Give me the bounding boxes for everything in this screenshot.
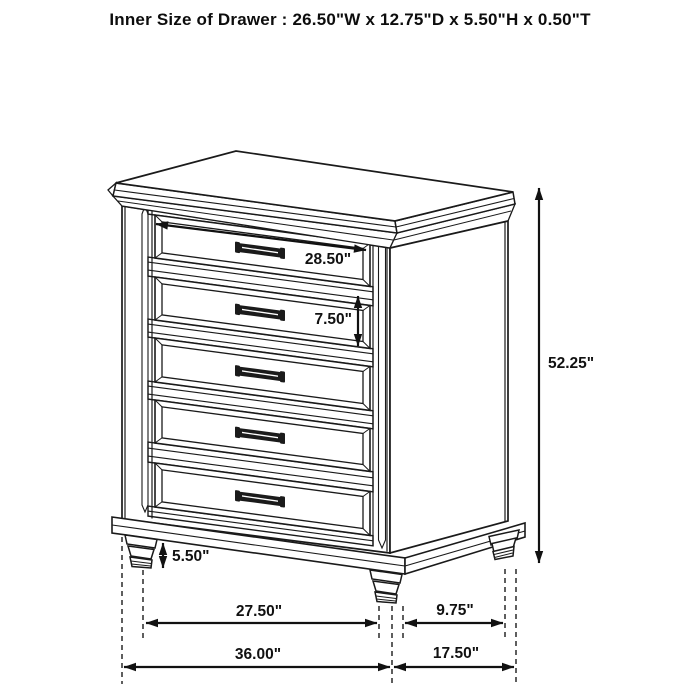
chest-line-drawing: [108, 151, 525, 603]
dim-label: 27.50": [235, 603, 283, 620]
dim-label: 7.50": [314, 311, 352, 328]
dim-label: 5.50": [172, 548, 210, 565]
dim-label: 28.50": [304, 251, 352, 268]
chest-leg-front-left: [125, 535, 157, 568]
chest-leg-front-right: [370, 570, 402, 603]
dim-overall-height: [539, 188, 594, 563]
dim-overall-depth: [394, 645, 514, 667]
dim-label: 17.50": [432, 645, 480, 662]
dim-side-feet-span: [405, 602, 503, 623]
page-title: Inner Size of Drawer : 26.50"W x 12.75"D x 5.50"H x 0.50"T: [109, 10, 591, 29]
dim-label: 52.25": [548, 355, 595, 372]
dim-overall-width: [124, 646, 390, 667]
chest-side-panel: [390, 221, 508, 553]
dim-label: 9.75": [436, 602, 474, 619]
dim-label: 36.00": [234, 646, 282, 663]
dim-foot-height: [163, 543, 210, 568]
dim-front-feet-span: [146, 603, 377, 623]
